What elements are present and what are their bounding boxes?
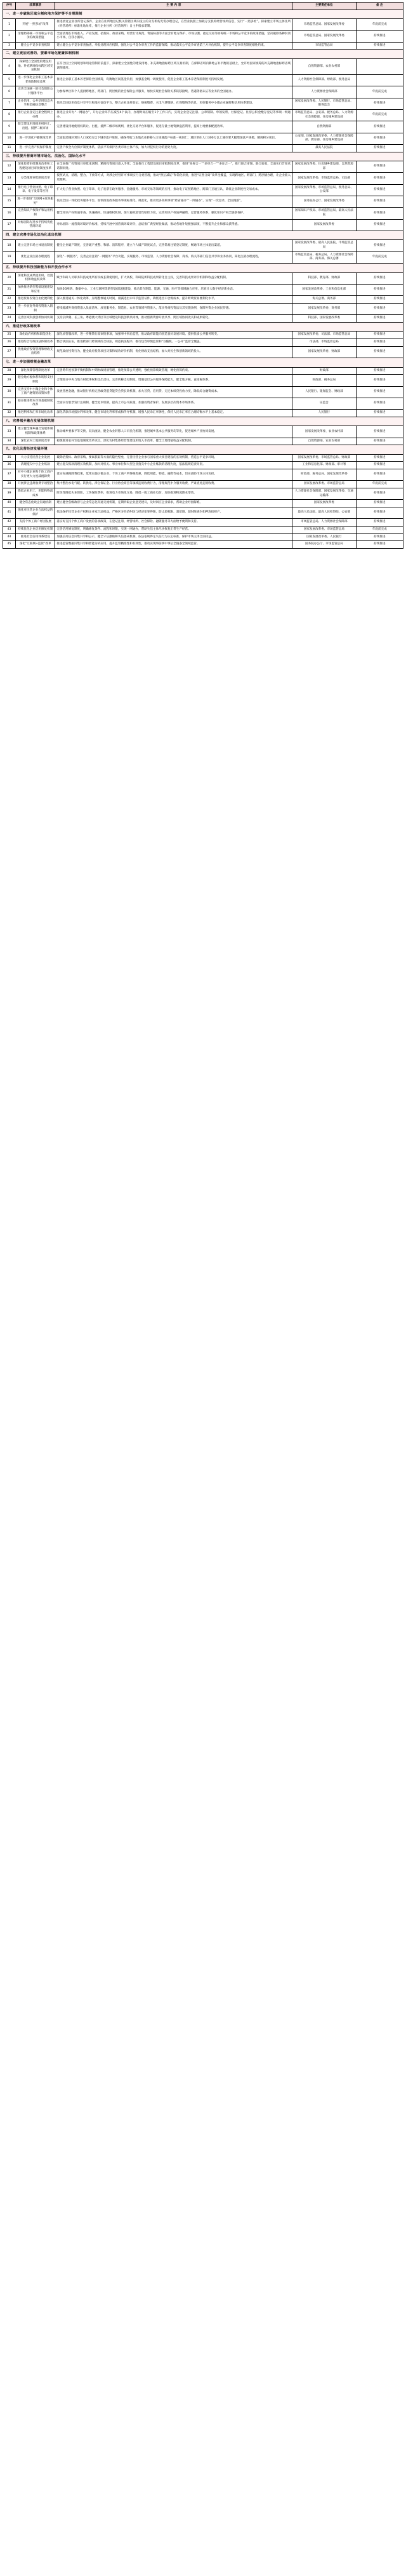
row-no: 5 — [3, 74, 16, 86]
row-unit: 市场监管总局、国家发展改革委 — [292, 30, 356, 42]
row-no: 4 — [3, 59, 16, 75]
row-content: 推动城乡要素平等交换、双向流动，健全农业转移人口市民化机制，推进城乡基本公共服务均等化，促进城乡产业协同发展。 — [55, 426, 292, 438]
row-note: 持续推进 — [356, 272, 403, 284]
row-unit: 国家发展改革委 — [292, 500, 356, 507]
row-task: 深化“互联网+监管”改革 — [16, 541, 55, 549]
row-content: 深化放管服改革，进一步精简行政审批事项，加强事中事后监管，推动政府职能向创造良好发展环境、提供优质公共服务转变。 — [55, 332, 292, 339]
row-note: 持续推进 — [356, 367, 403, 375]
row-unit: 国家知识产权局、市场监管总局、最高人民法院 — [292, 208, 356, 219]
document-page — [0, 2, 406, 549]
section-row — [3, 445, 403, 455]
row-unit: 最高人民法院、最高人民检察院、公安部 — [292, 507, 356, 519]
row-unit: 国务院办公厅、国家发展改革委 — [292, 196, 356, 207]
row-task: 进一步放宽外商投资准入限制 — [16, 303, 55, 314]
reform-tasks-table — [3, 2, 403, 549]
row-task: 建立健全城乡融合发展体制机制和政策体系 — [16, 426, 55, 438]
section-label: 二、建立更加完善的、要素市场化配置体制机制 — [3, 50, 403, 59]
row-unit: 财政部、税务总局、国家发展改革委 — [292, 469, 356, 481]
table-row — [3, 332, 403, 339]
row-unit: 市场监管总局、国家发展改革委 — [292, 19, 356, 30]
row-no: 15 — [3, 196, 16, 207]
row-note: 持续推进 — [356, 219, 403, 231]
row-task: 完善全国统一的社会保险公共服务平台 — [16, 86, 55, 98]
row-content: 完善建设用地使用权转让、出租、抵押二级市场规则，优化交易平台和服务，促进存量土地资源盘活利用，提高土地要素配置效率。 — [55, 121, 292, 133]
row-task: 健全常态化政企沟通机制 — [16, 500, 55, 507]
row-note: 持续推进 — [356, 30, 403, 42]
row-note: 持续推进 — [356, 410, 403, 417]
row-unit: 国家发展改革委、人民银行、市场监管总局、银保监会 — [292, 98, 356, 109]
table-row — [3, 339, 403, 347]
row-content: 健全知识产权快速审查、快速确权、快速维权机制，加大侵权惩罚性赔偿力度，完善知识产权质押融资、运营服务体系，强化知识产权全链条保护。 — [55, 208, 292, 219]
table-row — [3, 133, 403, 144]
table-row — [3, 462, 403, 469]
row-unit: 人力资源社会保障部、国家发展改革委、交通运输部 — [292, 488, 356, 500]
row-note: 持续推进 — [356, 438, 403, 445]
row-content: 规范政府投资行为，健全政府投资项目决策和绩效评价机制，优化财政支出结构，加大对民生和创新领域的投入。 — [55, 346, 292, 358]
row-unit: 最高人民法院 — [292, 144, 356, 152]
row-no: 13 — [3, 173, 16, 184]
row-task: 推行企业登记注册全程网上办理 — [16, 109, 55, 121]
row-content: 完善产权全方位保护制度体系，依法平等保护各类市场主体产权，加大对侵权行为的惩处力度。 — [55, 144, 292, 152]
row-task: 深化农村土地制度改革 — [16, 438, 55, 445]
row-task: 稳妥推进资本市场基础制度改革 — [16, 398, 55, 409]
row-unit: 国家发展改革委、最高人民法院、市场监管总局 — [292, 240, 356, 252]
row-content: 全面取消城区常住人口300万以下城市落户限制，确保外地与本地农业转移人口进城落户标准一视同仁；城区常住人口300万以上城市要大幅增加落户规模、精简积分项目。 — [55, 133, 292, 144]
row-no: 25 — [3, 332, 16, 339]
table-row — [3, 42, 403, 50]
table-row — [3, 541, 403, 549]
row-content: 深入推进通关一体化改革，压缩整体通关时间，削减进出口环节监管证件，降低进出口合规成本，提升跨境贸易便利化水平。 — [55, 296, 292, 304]
row-task: 进一步深化户籍制度改革 — [16, 133, 55, 144]
table-row — [3, 500, 403, 507]
row-task: 深化投资审批制度改革和工程建设项目审批制度改革 — [16, 161, 55, 173]
table-row — [3, 219, 403, 231]
table-row — [3, 196, 403, 207]
row-task: 推行电子营业执照、电子印章、电子发票等应用 — [16, 184, 55, 196]
section-label: 四、建立完善市场化法治化退出机制 — [3, 231, 403, 240]
row-no: 10 — [3, 133, 16, 144]
row-content: 健全企业破产制度，完善破产重整、和解、清算程序，建立个人破产制度试点，完善简易注销登记制度，畅通市场主体退出渠道。 — [55, 240, 292, 252]
table-row — [3, 74, 403, 86]
row-content: 发展普惠金融，推动银行机构完善敢贷愿贷能贷会贷长效机制，加大首贷、信用贷、无还本续贷投放力度，降低综合融资成本。 — [55, 386, 292, 398]
row-note: 持续推进 — [356, 196, 403, 207]
row-unit: 国家发展改革委、市场监管总局、司法部 — [292, 173, 356, 184]
row-no: 20 — [3, 272, 16, 284]
row-content: 支持京津冀、长三角、粤港澳大湾区等区域建设科技创新共同体，推动创新资源开放共享、跨区域协同攻关和成果转化。 — [55, 315, 292, 323]
row-content: 深化贷款市场报价利率改革，健全市场化利率形成和传导机制，增强人民币汇率弹性，保持人民币汇率在合理均衡水平上基本稳定。 — [55, 410, 292, 417]
row-unit: 人民银行、银保监会、财政部 — [292, 386, 356, 398]
row-unit: 科技部、教育部、财政部 — [292, 272, 356, 284]
section-row — [3, 231, 403, 240]
row-no: 43 — [3, 527, 16, 534]
row-task: 对中小微企业和个体工商户实行更大力度减税降费 — [16, 469, 55, 481]
table-row — [3, 426, 403, 438]
row-unit: 人力资源社会保障部、财政部、税务总局 — [292, 74, 356, 86]
table-row — [3, 315, 403, 323]
row-note: 持续推进 — [356, 98, 403, 109]
row-task: 推进社会信用体系建设 — [16, 533, 55, 541]
row-note: 持续推进 — [356, 541, 403, 549]
row-unit: 国家发展改革委、财政部 — [292, 346, 356, 358]
row-content: 按照试点、清理、整合、下放等方式，对涉企经营许可事项实行分类管理，推动“照后减证”和简化审批，推进“证照分离”改革全覆盖，实现跨地区、跨部门、跨层级办理，让企业准入更便利。 — [55, 173, 292, 184]
table-row — [3, 161, 403, 173]
row-task: 对标国际先进水平持续优化营商环境 — [16, 219, 55, 231]
row-content: 完善信用修复制度，明确修复条件、流程和时限，实现一网通办，帮助失信主体尽快恢复正常生产经营。 — [55, 527, 292, 534]
row-content: 在符合国土空间规划和用途管制的前提下，探索建立全国性的建设用地、补充耕地指标跨区域交易机制，在保障省域内耕地占补平衡的基础上，允许经国家统筹的补充耕地指标跨省域调剂使用。 — [55, 59, 292, 75]
table-row — [3, 533, 403, 541]
row-no: 1 — [3, 19, 16, 30]
row-no: 21 — [3, 284, 16, 295]
row-note: 持续推进 — [356, 42, 403, 50]
table-row — [3, 519, 403, 527]
row-no: 32 — [3, 410, 16, 417]
row-note: 年底前完成 — [356, 481, 403, 488]
table-row — [3, 410, 403, 417]
header-no: 序号 — [3, 3, 16, 10]
row-note: 年底前完成 — [356, 109, 403, 121]
row-no: 30 — [3, 386, 16, 398]
row-note: 持续推进 — [356, 386, 403, 398]
row-content: 加快5G网络、数据中心、工业互联网等新型基础设施建设，推动其在制造、能源、交通、医疗等领域融合应用，培育壮大数字经济新业态。 — [55, 284, 292, 295]
row-task: 推进利率和汇率市场化改革 — [16, 410, 55, 417]
section-label: 八、完善城乡融合发展体制机制 — [3, 417, 403, 426]
row-content: 整合执法队伍，推进跨部门跨领域综合执法，规范执法程序，推行包容审慎监管和“双随机、一公开”监管全覆盖。 — [55, 339, 292, 347]
table-row — [3, 144, 403, 152]
header-note: 备 注 — [356, 3, 403, 10]
row-content: 阶段性降低失业保险、工伤保险费率，推进电力市场化交易，降低一般工商业电价，加快推进物流降本增效。 — [55, 488, 292, 500]
table-row — [3, 19, 403, 30]
row-content: 建立健全各级政府与企业常态化沟通交流机制，定期听取企业意见建议，及时回应企业诉求，帮助企业纾困解难。 — [55, 500, 292, 507]
row-note: 持续推进 — [356, 296, 403, 304]
row-content: 落实好支持个体工商户发展的各项政策，在登记注册、经营场所、社会保险、融资服务等方面给予便利和支持。 — [55, 519, 292, 527]
row-task: 健全公平竞争审查机制 — [16, 42, 55, 50]
row-no: 42 — [3, 519, 16, 527]
row-no: 3 — [3, 42, 16, 50]
row-content: 持续缩减外商投资准入负面清单，放宽服务业、制造业、农业等领域外资准入，落实外商投资法及其实施条例，保障外资企业国民待遇。 — [55, 303, 292, 314]
row-unit: 国家发展改革委、市场监管总局 — [292, 481, 356, 488]
row-task: 分类推进审批制度改革 — [16, 173, 55, 184]
row-content: 推进监管数据归集共享和智能分析应用，提升监管精准性和有效性，推动实现事前事中事后全链条全领域监管。 — [55, 541, 292, 549]
table-row — [3, 488, 403, 500]
table-row — [3, 507, 403, 519]
section-label: 六、推进行政体制改革 — [3, 322, 403, 332]
row-note: 持续推进 — [356, 184, 403, 196]
row-note: 持续推进 — [356, 121, 403, 133]
section-label: 五、持续提升科技创新能力和开放合作水平 — [3, 264, 403, 273]
header-task: 改革事项 — [16, 3, 55, 10]
row-unit: 财政部、税务总局 — [292, 375, 356, 386]
table-row — [3, 346, 403, 358]
row-no: 31 — [3, 398, 16, 409]
row-no: 6 — [3, 86, 16, 98]
row-content: 扩大电子营业执照、电子印章、电子发票在政务服务、金融服务、市场交易等领域的应用，推动电子证照跨地区、跨部门互通互认，降低企业制度性交易成本。 — [55, 184, 292, 196]
table-row — [3, 367, 403, 375]
row-no: 39 — [3, 488, 16, 500]
row-no: 7 — [3, 98, 16, 109]
row-unit: 国家发展改革委、工业和信息化部 — [292, 284, 356, 295]
row-note: 持续推进 — [356, 173, 403, 184]
section-row — [3, 152, 403, 161]
row-note: 持续推进 — [356, 133, 403, 144]
header-unit: 主要责任单位 — [292, 3, 356, 10]
table-row — [3, 252, 403, 263]
row-unit: 科技部、国家发展改革委 — [292, 315, 356, 323]
row-task: 大力支持民营企业发展 — [16, 454, 55, 462]
row-note: 持续推进 — [356, 240, 403, 252]
header-content: 主 要 内 容 — [55, 3, 292, 10]
row-task: 完善支持中小微企业和个体工商户融资的政策体系 — [16, 386, 55, 398]
row-content: 建立拖欠账款清理长效机制，加大对机关、事业单位和大型企业拖欠中小企业账款的清理力度，依法依规追责问责。 — [55, 462, 292, 469]
row-note: 持续推进 — [356, 426, 403, 438]
section-row — [3, 264, 403, 273]
row-no: 26 — [3, 339, 16, 347]
table-header — [3, 3, 403, 10]
row-unit: 人民银行 — [292, 410, 356, 417]
row-note: 年底前完成 — [356, 86, 403, 98]
row-content: 推进放宽企业住所登记条件，企业在住所地登记机关管辖区域内设立的分支机构无需办理登记，在营业执照上加载分支机构经营场所信息，实行“一照多址”。探索建立市场主体住所（经营场所）标准化地址库，推行企业住所（经营场所）自主申报承诺制。 — [55, 19, 292, 30]
row-content: 集中整治水电气暖、转供电、涉企保证金、行业协会商会等领域违规收费行为，清理规范中介服务收费，严肃查处违规收费。 — [55, 481, 292, 488]
row-task: 进一步推进“互联网+政务服务” — [16, 196, 55, 207]
row-no: 11 — [3, 144, 16, 152]
row-note: 年底前完成 — [356, 19, 403, 30]
row-note: 持续推进 — [356, 332, 403, 339]
row-note: 持续推进 — [356, 346, 403, 358]
table-row — [3, 121, 403, 133]
row-no: 41 — [3, 507, 16, 519]
table-row — [3, 98, 403, 109]
row-content: 深化“一网服务”，完善企业注销“一网服务”平台功能，实现税务、市场监管、人力资源社会保障、商务、海关等部门信息共享和业务协同，简化注销办理流程。 — [55, 252, 292, 263]
row-note: 持续推进 — [356, 303, 403, 314]
row-note — [356, 74, 403, 86]
row-content: 在全国推广投资项目审批承诺制，精简投资项目准入手续；全面推行工程建设项目审批制度改革，推进“多规合一”“多审合一”“多证合一”，推行联合审图、联合验收，全面实行告知承诺制审批。 — [55, 161, 292, 173]
row-task: 清理拖欠中小企业账款 — [16, 462, 55, 469]
section-label: 九、优化民营经济发展环境 — [3, 445, 403, 455]
row-unit: 国家发展改革委、住房城乡建设部、自然资源部 — [292, 161, 356, 173]
row-note: 持续推进 — [356, 533, 403, 541]
row-task: 开展涉企违规收费专项整治 — [16, 481, 55, 488]
row-note — [356, 59, 403, 75]
row-unit: 国家发展改革委、人民银行 — [292, 533, 356, 541]
row-note: 持续推进 — [356, 488, 403, 500]
table-row — [3, 296, 403, 304]
row-content: 赋予科研人员职务科技成果所有权或长期使用权，扩大高校、科研院所科技成果转化自主权，完善科技成果评价机制和收益分配机制。 — [55, 272, 292, 284]
row-unit: 市场监管总局 — [292, 42, 356, 50]
row-no: 34 — [3, 438, 16, 445]
row-no: 36 — [3, 462, 16, 469]
row-task: 建立完善市场主体退出制度 — [16, 240, 55, 252]
row-task: 健全建设用地使用权转让、出租、抵押二级市场 — [16, 121, 55, 133]
section-row — [3, 10, 403, 19]
row-content: 落实好减税降费政策，延续实施小微企业、个体工商户所得税优惠，降低用能、物流、融资等成本，切实减轻市场主体负担。 — [55, 469, 292, 481]
section-row — [3, 358, 403, 368]
table-row — [3, 375, 403, 386]
row-unit: 工业和信息化部、财政部、审计署 — [292, 462, 356, 469]
row-unit: 自然资源部、农业农村部 — [292, 438, 356, 445]
table-row — [3, 284, 403, 295]
row-no: 28 — [3, 367, 16, 375]
row-no: 17 — [3, 219, 16, 231]
row-no: 40 — [3, 500, 16, 507]
row-task: 完善区域科技创新协同机制 — [16, 315, 55, 323]
row-no: 8 — [3, 109, 16, 121]
row-note: 持续推进 — [356, 462, 403, 469]
row-no: 44 — [3, 533, 16, 541]
row-no: 18 — [3, 240, 16, 252]
row-unit: 国家发展改革委、市场监管总局 — [292, 527, 356, 534]
row-note: 持续推进 — [356, 454, 403, 462]
row-task: 健全地方税体系和转移支付制度 — [16, 375, 55, 386]
row-task: 深化预算管理制度改革 — [16, 367, 55, 375]
row-task: 优化企业注销办理流程 — [16, 252, 55, 263]
table-body — [3, 10, 403, 548]
table-row — [3, 438, 403, 445]
row-content: 合理划分中央与地方财政事权和支出责任，完善转移支付制度，增强基层公共服务保障能力，健全地方税、直接税体系。 — [55, 375, 292, 386]
table-row — [3, 527, 403, 534]
table-row — [3, 86, 403, 98]
row-no: 38 — [3, 481, 16, 488]
row-note: 持续推进 — [356, 339, 403, 347]
table-row — [3, 481, 403, 488]
row-unit: 市场监管总局、人力资源社会保障部 — [292, 519, 356, 527]
row-no: 22 — [3, 296, 16, 304]
row-unit: 市场监管总局、税务总局、人力资源社会保障部、商务部、海关总署 — [292, 252, 356, 263]
row-note: 持续推进 — [356, 208, 403, 219]
row-content: 推进企业职工基本养老保险全国统筹，均衡地区间基金负担，加强基金统一调度使用，促进企业职工基本养老保险制度可持续发展。 — [55, 74, 292, 86]
table-row — [3, 173, 403, 184]
row-unit: 国家发展改革委、市场监管总局、财政部 — [292, 454, 356, 462]
row-note: 持续推进 — [356, 507, 403, 519]
row-unit: 财政部 — [292, 367, 356, 375]
row-note: 年底前完成 — [356, 527, 403, 534]
section-row — [3, 417, 403, 426]
row-no: 12 — [3, 161, 16, 173]
row-task: 优化政府投资管理和财政支出结构 — [16, 346, 55, 358]
row-no: 33 — [3, 426, 16, 438]
row-no: 14 — [3, 184, 16, 196]
row-task: 强化对民营企业合法权益的保护 — [16, 507, 55, 519]
row-unit: 国家发展改革委、农业农村部 — [292, 426, 356, 438]
row-content: 依法保护民营企业产权和企业家合法权益，严格区分经济纠纷与经济犯罪界限，防止超权限、超范围、超时限查封扣押冻结财产。 — [55, 507, 292, 519]
row-unit: 人力资源社会保障部 — [292, 86, 356, 98]
row-unit: 自然资源部 — [292, 121, 356, 133]
table-row — [3, 454, 403, 462]
row-unit: 自然资源部、农业农村部 — [292, 59, 356, 75]
row-task: 企业信用、公共信用信息共享和金融信息整合 — [16, 98, 55, 109]
table-row — [3, 240, 403, 252]
row-no: 16 — [3, 208, 16, 219]
section-label: 三、持续提升营商环境市场化、法治化、国际化水平 — [3, 152, 403, 161]
row-content: 完善跨年度预算平衡机制和中期财政规划管理，推进预算公开透明，强化预算绩效管理，硬化预算约束。 — [55, 367, 292, 375]
row-task: 开展“一照多址”改革 — [16, 19, 55, 30]
row-no: 9 — [3, 121, 16, 133]
row-task: 深化政府机构和职能优化 — [16, 332, 55, 339]
row-task: 清理妨碍统一市场和公平竞争的政策措施 — [16, 30, 55, 42]
section-row — [3, 50, 403, 59]
row-no: 23 — [3, 303, 16, 314]
row-content: 为参保单位和个人提供跨地区、跨部门、跨层级的社会保险公共服务，加快实现社会保险关系转移接续、待遇资格认证等业务的全国通办。 — [55, 86, 292, 98]
row-no: 37 — [3, 469, 16, 481]
section-row — [3, 322, 403, 332]
row-no: 35 — [3, 454, 16, 462]
table-row — [3, 208, 403, 219]
row-task: 进一步深化企业职工基本养老保险制度改革 — [16, 74, 55, 86]
row-content: 加强信用信息归集共享和公示，健全守信激励和失信惩戒机制，依法依规界定失信行为认定标准，保护市场主体合法权益。 — [55, 533, 292, 541]
row-unit: 国家发展改革委 — [292, 219, 356, 231]
row-note: 持续推进 — [356, 375, 403, 386]
row-unit: 证监会 — [292, 398, 356, 409]
table-row — [3, 469, 403, 481]
row-note: 持续推进 — [356, 500, 403, 507]
row-no: 2 — [3, 30, 16, 42]
row-task: 推进贸易投资自由化便利化 — [16, 296, 55, 304]
table-row — [3, 30, 403, 42]
row-task: 探索建立全国性的建设用地、补充耕地指标跨区域交易机制 — [16, 59, 55, 75]
row-no: 27 — [3, 346, 16, 358]
row-note: 持续推进 — [356, 161, 403, 173]
row-note: 持续推进 — [356, 519, 403, 527]
row-content: 全面实行股票发行注册制，健全退市机制，提高上市公司质量，加强投资者保护，发展多层次资本市场体系。 — [55, 398, 292, 409]
row-note: 持续推进 — [356, 284, 403, 295]
row-unit: 市场监管总局、公安部、税务总局、人力资源社会保障部、住房城乡建设部 — [292, 109, 356, 121]
row-note: 持续推进 — [356, 398, 403, 409]
table-row — [3, 59, 403, 75]
row-no: 45 — [3, 541, 16, 549]
row-note: 持续推进 — [356, 469, 403, 481]
row-unit: 海关总署、商务部 — [292, 296, 356, 304]
row-task: 支持个体工商户纾困发展 — [16, 519, 55, 527]
table-row — [3, 398, 403, 409]
row-unit: 国务院办公厅、市场监管总局 — [292, 541, 356, 549]
row-note: 年底前完成 — [356, 252, 403, 263]
row-no: 24 — [3, 315, 16, 323]
table-row — [3, 272, 403, 284]
row-task: 降低企业用工、用能和物流成本 — [16, 488, 55, 500]
row-task: 进一步完善产权保护制度 — [16, 144, 55, 152]
row-task: 加快推进新型基础设施建设和应用 — [16, 284, 55, 295]
row-no: 19 — [3, 252, 16, 263]
table-row — [3, 184, 403, 196]
row-content: 全面清理在市场准入、产业发展、招投标、政府采购、经营行为规范、资质标准等方面含有地方保护、市场分割、指定交易等妨碍统一市场和公平竞争的政策措施，坚决破除各种封闭小市场、自我小循环。 — [55, 30, 292, 42]
row-content: 依托全国一体化政务服务平台，加快推进政务服务事项标准化、规范化，推动更多高频事项“跨省通办”“一网通办”，实现“一次登录、全国漫游”。 — [55, 196, 292, 207]
row-unit: 国家发展改革委、商务部 — [292, 303, 356, 314]
section-label: 一、进一步破除区域分割和地方保护等不合理限制 — [3, 10, 403, 19]
row-unit: 国家发展改革委、司法部、市场监管总局 — [292, 332, 356, 339]
row-unit: 司法部、市场监管总局 — [292, 339, 356, 347]
row-note: 持续推进 — [356, 315, 403, 323]
row-task: 推进综合行政执法体制改革 — [16, 339, 55, 347]
row-no: 29 — [3, 375, 16, 386]
row-content: 稳慎推进农村宅基地制度改革试点，深化农村集体经营性建设用地入市改革，健全土地增值收益分配机制。 — [55, 438, 292, 445]
row-note: 持续推进 — [356, 144, 403, 152]
table-row — [3, 109, 403, 121]
section-label: 七、进一步加强财税金融改革 — [3, 358, 403, 368]
row-content: 推进企业开办“一网通办”，开办企业环节压减至4个以内，办理时间压缩至1个工作日内，实现企业登记注册、公章刻制、申领发票、社保登记、住房公积金缴存登记等事项一网通办。 — [55, 109, 292, 121]
row-content: 建立健全公平竞争审查抽查、举报处理回应机制，强化对公平竞争审查工作的监督保障，推动落实公平竞争审查第三方评估机制，提升公平竞争审查制度刚性约束。 — [55, 42, 292, 50]
row-unit: 公安部、国家发展改革委、人力资源社会保障部、教育部、住房城乡建设部 — [292, 133, 356, 144]
table-row — [3, 386, 403, 398]
row-unit: 国家发展改革委、市场监管总局、税务总局、公安部 — [292, 184, 356, 196]
row-task: 深化科技成果使用权、处置权和收益权改革 — [16, 272, 55, 284]
row-content: 破除招投标、政府采购、要素获取等方面的隐性壁垒，完善民营企业参与国家重大项目建设的长效机制，营造公平竞争环境。 — [55, 454, 292, 462]
row-content: 对标国际一流营商环境评价标准，持续开展中国营商环境评价，总结推广典型经验做法，推动各地补短板强弱项，不断提升企业和群众获得感。 — [55, 219, 292, 231]
table-row — [3, 303, 403, 314]
row-content: 依托全国信用信息共享平台和地方征信平台，整合企业注册登记、纳税缴费、水电气费缴纳、社保缴纳等信息，更好服务中小微企业融资和信用体系建设。 — [55, 98, 292, 109]
row-task: 持续优化企业信用修复机制 — [16, 527, 55, 534]
row-task: 完善知识产权保护和运用机制 — [16, 208, 55, 219]
